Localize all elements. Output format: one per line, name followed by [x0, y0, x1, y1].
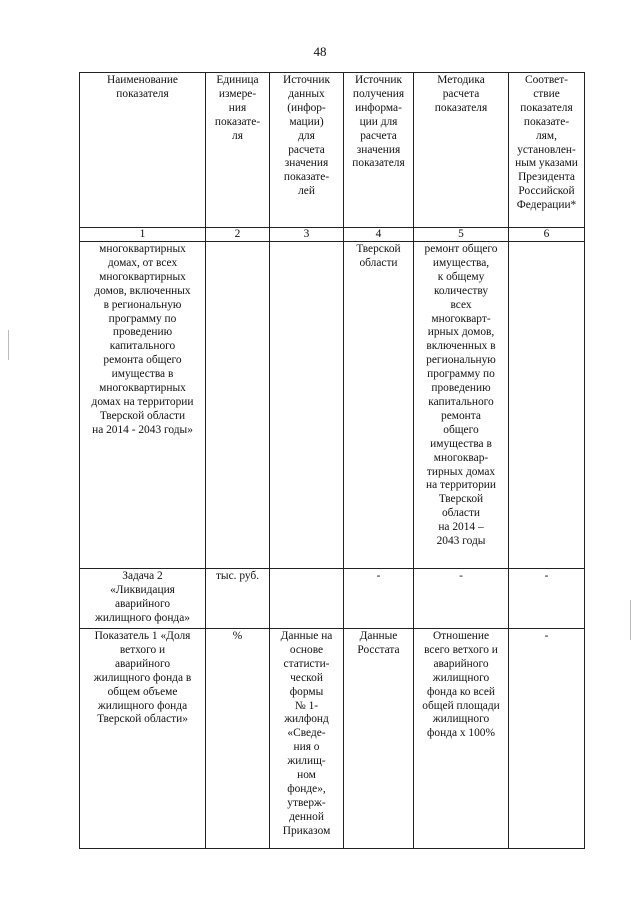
cell-compliance	[509, 242, 585, 569]
cell-data-source	[270, 242, 344, 569]
cell-unit	[206, 242, 270, 569]
cell-unit: тыс. руб.	[206, 569, 270, 629]
column-number: 5	[414, 228, 509, 242]
cell-info-source: -	[344, 569, 414, 629]
cell-compliance: -	[509, 629, 585, 849]
column-number: 4	[344, 228, 414, 242]
header-cell-method: Методика расчета показателя	[414, 73, 509, 228]
header-cell-data-source: Источник данных (инфор- мации) для расчета значения показате- лей	[270, 73, 344, 228]
page-number: 48	[313, 44, 327, 59]
cell-name: Показатель 1 «Доля ветхого и аварийного жилищного фонда в общем объеме жилищного фонда Тверской области»	[80, 629, 206, 849]
header-cell-name: Наименование показателя	[80, 73, 206, 228]
cell-unit: %	[206, 629, 270, 849]
cell-method: -	[414, 569, 509, 629]
cell-method: ремонт общего имущества, к общему количеству всех многокварт- ирных домов, включенных в региональную программу по проведению капитального ремонта общего имущества в многоквар- тирных домах на территории Тверской области на 2014 – 2043 годы	[414, 242, 509, 569]
cell-data-source: Данные на основе статисти- ческой формы № 1- жилфонд «Сведе- ния о жилищ- ном фонде», утверж- денной Приказом	[270, 629, 344, 849]
header-cell-info-source: Источник получения информа- ции для расчета значения показателя	[344, 73, 414, 228]
column-number: 6	[509, 228, 585, 242]
cell-compliance: -	[509, 569, 585, 629]
cell-name: многоквартирных домах, от всех многоквартирных домов, включенных в региональную программу по проведению капитального ремонта общего имущества в многоквартирных домах на территории Тверской области на 2014 - 2043 годы»	[80, 242, 206, 569]
column-number: 2	[206, 228, 270, 242]
cell-info-source: Данные Росстата	[344, 629, 414, 849]
table-row	[80, 242, 585, 569]
scan-edge-mark	[630, 600, 631, 640]
column-number-row	[80, 228, 585, 242]
cell-info-source: Тверской области	[344, 242, 414, 569]
column-number: 1	[80, 228, 206, 242]
header-row	[80, 73, 585, 228]
scan-edge-mark	[8, 330, 9, 360]
column-number: 3	[270, 228, 344, 242]
header-cell-unit: Единица измере- ния показате- ля	[206, 73, 270, 228]
table-row	[80, 569, 585, 629]
indicators-table	[79, 72, 585, 849]
cell-name: Задача 2 «Ликвидация аварийного жилищного фонда»	[80, 569, 206, 629]
header-cell-compliance: Соответ- ствие показателя показате- лям, установлен- ным указами Президента Российской Федерации*	[509, 73, 585, 228]
cell-data-source	[270, 569, 344, 629]
table-row	[80, 629, 585, 849]
cell-method: Отношение всего ветхого и аварийного жилищного фонда ко всей общей площади жилищного фонда х 100%	[414, 629, 509, 849]
